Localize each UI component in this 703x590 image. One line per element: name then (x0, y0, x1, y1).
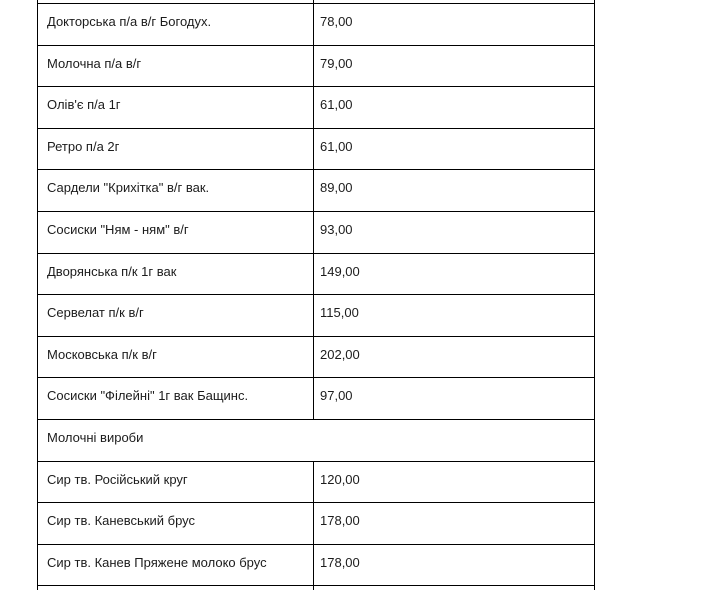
product-price-cell: 115,00 (314, 295, 595, 336)
product-name-cell: Московська п/к в/г (37, 337, 314, 378)
category-row (37, 420, 595, 462)
product-name-cell: Дворянська п/к 1г вак (37, 254, 314, 295)
product-name-cell: Сир тв. Російський круг (37, 462, 314, 503)
product-row (37, 545, 595, 587)
product-name-cell: Олів'є п/а 1г (37, 87, 314, 128)
product-name-cell: Сервелат п/к в/г (37, 295, 314, 336)
product-price-cell: 61,00 (314, 87, 595, 128)
product-name-cell: Сир тв. Канев Пряжене молоко брус (37, 545, 314, 586)
product-name-cell: Сосиски "Ням - ням" в/г (37, 212, 314, 253)
product-name-cell: Сардели "Крихітка" в/г вак. (37, 170, 314, 211)
product-row (37, 212, 595, 254)
product-price-cell: 61,00 (314, 129, 595, 170)
product-name-cell: Сосиски "Філейні" 1г вак Бащинс. (37, 378, 314, 419)
product-row (37, 46, 595, 88)
product-name-cell: Ретро п/а 2г (37, 129, 314, 170)
product-row (37, 170, 595, 212)
product-price-cell: 202,00 (314, 337, 595, 378)
price-list-table (37, 0, 595, 590)
clipped-price-cell (314, 586, 595, 590)
product-price-cell: 97,00 (314, 378, 595, 419)
clipped-price-cell (314, 0, 595, 3)
product-name-cell: Сир тв. Каневський брус (37, 503, 314, 544)
product-row (37, 129, 595, 171)
product-row (37, 337, 595, 379)
product-row (37, 254, 595, 296)
product-row (37, 503, 595, 545)
product-price-cell: 93,00 (314, 212, 595, 253)
product-name-cell: Молочна п/а в/г (37, 46, 314, 87)
product-row (37, 87, 595, 129)
product-row (37, 462, 595, 504)
clipped-name-cell (37, 586, 314, 590)
product-row (37, 378, 595, 420)
product-price-cell: 178,00 (314, 545, 595, 586)
product-name-cell: Докторська п/а в/г Богодух. (37, 4, 314, 45)
product-price-cell: 120,00 (314, 462, 595, 503)
category-label: Молочні вироби (37, 420, 595, 461)
clipped-row-bottom (37, 586, 595, 590)
product-row (37, 4, 595, 46)
clipped-name-cell (37, 0, 314, 3)
product-price-cell: 178,00 (314, 503, 595, 544)
product-price-cell: 79,00 (314, 46, 595, 87)
product-price-cell: 149,00 (314, 254, 595, 295)
product-price-cell: 89,00 (314, 170, 595, 211)
product-price-cell: 78,00 (314, 4, 595, 45)
product-row (37, 295, 595, 337)
